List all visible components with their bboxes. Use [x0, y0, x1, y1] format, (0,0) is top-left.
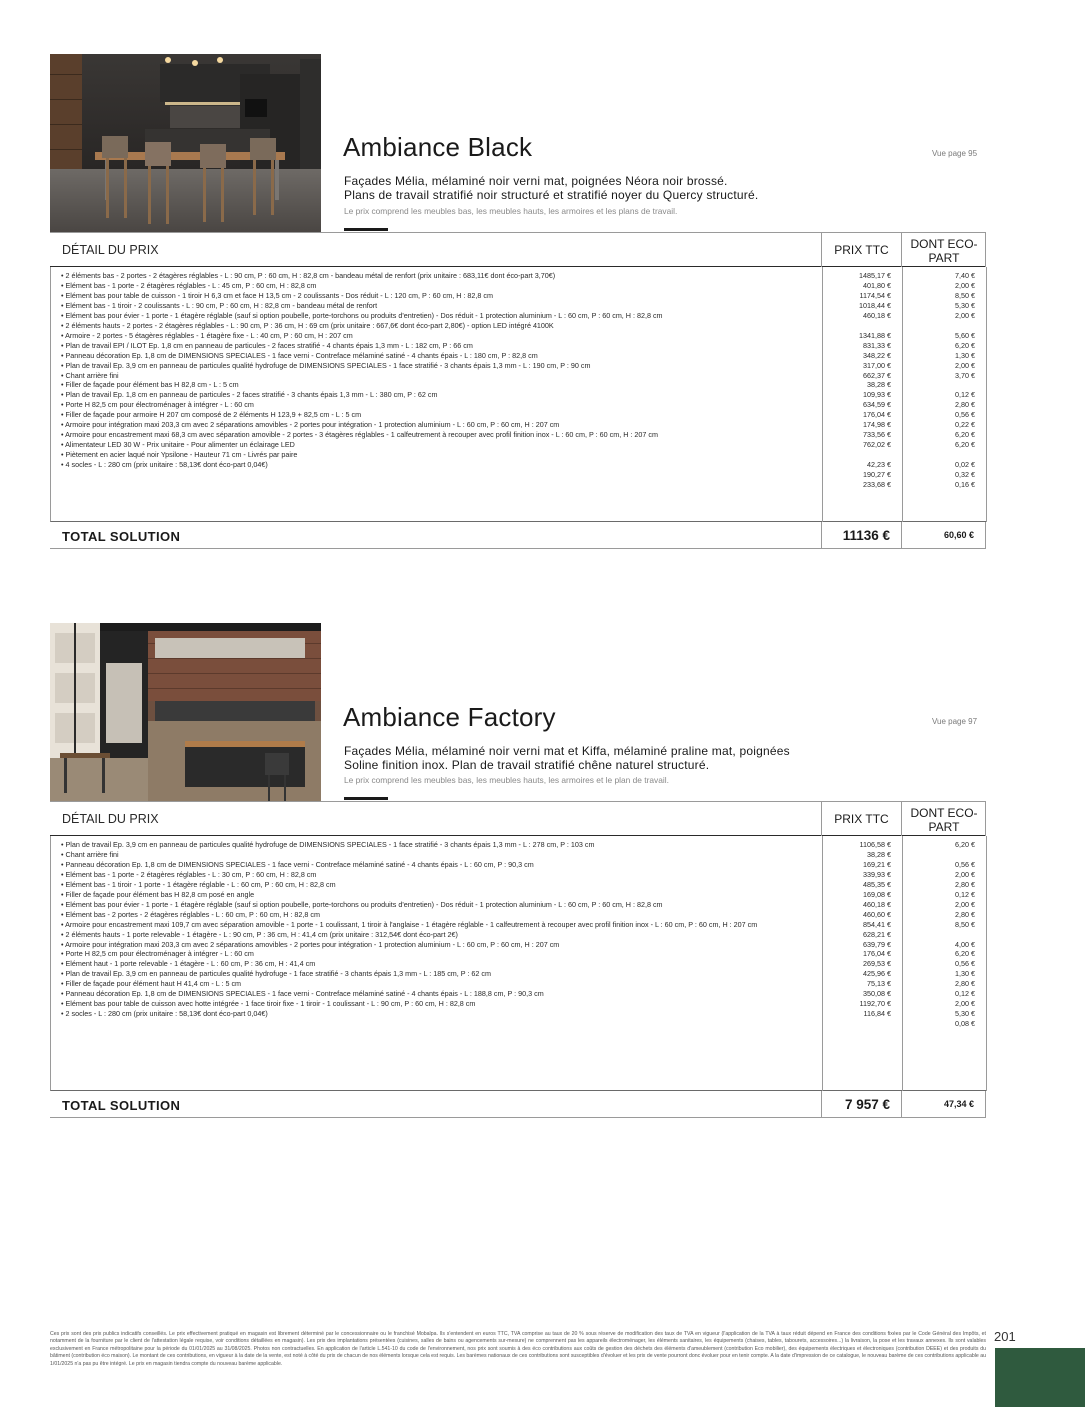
ambiance-title: Ambiance Factory — [343, 702, 556, 732]
column-divider — [985, 233, 986, 267]
eco-cell: 0,56 € — [955, 859, 975, 869]
table-row: • Plan de travail Ep. 3,9 cm en panneau de particules qualité hydrofuge de DIMENSIONS SPECIALES - 1 face stratifié - 3 chants épais 1,3 mm - L : 278 cm, P : 103 cm — [61, 840, 595, 849]
eco-cell: 2,80 € — [955, 909, 975, 919]
table-row: • 2 éléments hauts - 2 portes - 2 étagères réglables - L : 90 cm, P : 36 cm, H : 69 cm (prix unitaire : 667,6€ dont éco-part 2,80€) - option LED intégré 4100K — [61, 320, 554, 330]
price-table — [50, 232, 986, 549]
page-tab — [995, 1348, 1085, 1407]
price-cell: 233,68 € — [863, 480, 891, 490]
price-cell: 38,28 € — [867, 849, 891, 859]
eco-cell: 4,00 € — [955, 939, 975, 949]
price-cell: 634,59 € — [863, 400, 891, 410]
price-cell: 733,56 € — [863, 430, 891, 440]
accent-rule — [344, 797, 388, 800]
column-divider — [901, 233, 902, 267]
table-row: • Elément bas pour table de cuisson avec hotte intégrée - 1 face tiroir fixe - 1 tiroir - 1 coulissant - L : 90 cm, P : 60 cm, H : 82,8 cm — [61, 999, 476, 1009]
price-cell: 460,18 € — [863, 310, 891, 320]
price-cell: 42,23 € — [867, 460, 891, 470]
table-row: • 2 éléments hauts - 1 porte relevable - 1 étagère - L : 90 cm, P : 36 cm, H : 41,4 cm (prix unitaire : 312,54€ dont éco-part 2€) — [61, 929, 458, 939]
eco-column — [903, 271, 975, 490]
price-cell: 269,53 € — [863, 959, 891, 969]
item-list — [61, 271, 821, 470]
price-cell: 1174,54 € — [859, 290, 891, 300]
kitchen-photo-black — [50, 54, 321, 232]
eco-cell: 0,22 € — [955, 420, 975, 430]
price-column — [823, 271, 891, 490]
eco-cell: 0,12 € — [955, 889, 975, 899]
table-row: • Plan de travail Ep. 1,8 cm en panneau de particules - 2 faces stratifié - 3 chants épais 1,3 mm - L : 380 cm, P : 62 cm — [61, 390, 438, 400]
price-cell: 38,28 € — [867, 380, 891, 390]
column-divider — [821, 802, 822, 836]
eco-cell: 0,02 € — [955, 460, 975, 470]
eco-cell: 6,20 € — [955, 840, 975, 849]
price-cell: 460,18 € — [863, 899, 891, 909]
col-header-prix: PRIX TTC — [834, 812, 889, 826]
price-note: Le prix comprend les meubles bas, les meubles hauts, les armoires et les plans de travail. — [344, 206, 678, 216]
table-row: • Panneau décoration Ep. 1,8 cm de DIMENSIONS SPECIALES - 1 face verni - Contreface mélaminé satiné - 4 chants épais - L : 60 cm, P : 90,3 cm — [61, 859, 534, 869]
table-row: • Panneau décoration Ep. 1,8 cm de DIMENSIONS SPECIALES - 1 face verni - Contreface mélaminé satiné - 4 chants épais - L : 180 cm, P : 82,8 cm — [61, 350, 538, 360]
eco-cell: 3,70 € — [955, 370, 975, 380]
col-header-detail: DÉTAIL DU PRIX — [62, 812, 159, 826]
table-row: • 2 éléments bas - 2 portes - 2 étagères réglables - L : 90 cm, P : 60 cm, H : 82,8 cm - bandeau métal de renfort (prix unitaire : 683,11€ dont éco-part 3,70€) — [61, 271, 556, 280]
eco-cell: 2,00 € — [955, 999, 975, 1009]
total-row — [50, 1091, 986, 1118]
table-row: • Porte H 82,5 cm pour électroménager à intégrer - L : 60 cm — [61, 400, 254, 410]
price-cell: 662,37 € — [863, 370, 891, 380]
table-row: • 4 socles - L : 280 cm (prix unitaire : 58,13€ dont éco-part 0,04€) — [61, 460, 268, 470]
table-row: • Elément bas - 1 tiroir - 1 porte - 1 étagère réglable - L : 60 cm, P : 60 cm, H : 82,8 cm — [61, 879, 336, 889]
price-cell: 460,60 € — [863, 909, 891, 919]
price-cell: 425,96 € — [863, 969, 891, 979]
price-cell: 339,93 € — [863, 869, 891, 879]
eco-cell-spacer — [903, 930, 975, 940]
table-row: • Chant arrière fini — [61, 370, 119, 380]
table-row: • Elément bas pour évier - 1 porte - 1 étagère réglable (sauf si option poubelle, porte-torchons ou produits d'entretien) - Dos réduit - 1 protection aluminium - L : 60 cm, P : 60 cm, H : 82,8 cm — [61, 899, 663, 909]
table-row: • Armoire pour encastrement maxi 68,3 cm avec séparation amovible - 2 portes - 3 étagères réglables - 1 calfeutrement à recouper avec profil finition inox - L : 60 cm, P : 60 cm, H : 207 cm — [61, 430, 658, 440]
eco-cell-spacer — [903, 450, 975, 460]
total-label: TOTAL SOLUTION — [62, 529, 181, 544]
table-body — [50, 836, 986, 1091]
description-line: Façades Mélia, mélaminé noir verni mat et Kiffa, mélaminé praline mat, poignées — [344, 744, 790, 758]
table-row: • 2 socles - L : 280 cm (prix unitaire : 58,13€ dont éco-part 0,04€) — [61, 1009, 268, 1019]
price-cell: 1485,17 € — [859, 271, 891, 280]
total-eco: 60,60 € — [943, 530, 974, 540]
price-cell: 831,33 € — [863, 340, 891, 350]
price-cell: 628,21 € — [863, 929, 891, 939]
column-divider — [985, 522, 986, 549]
eco-cell: 2,80 € — [955, 879, 975, 889]
column-divider — [985, 1091, 986, 1118]
price-cell: 75,13 € — [867, 979, 891, 989]
table-row: • Filler de façade pour armoire H 207 cm composé de 2 éléments H 123,9 + 82,5 cm - L : 5 cm — [61, 410, 362, 420]
price-cell: 485,35 € — [863, 879, 891, 889]
description-line: Façades Mélia, mélaminé noir verni mat, poignées Néora noir brossé. — [344, 174, 728, 188]
table-row: • Porte H 82,5 cm pour électroménager à intégrer - L : 60 cm — [61, 949, 254, 959]
table-row: • Filler de façade pour élément bas H 82,8 cm - L : 5 cm — [61, 380, 239, 390]
table-row: • Alimentateur LED 30 W - Prix unitaire - Pour alimenter un éclairage LED — [61, 440, 295, 450]
price-cell: 350,08 € — [863, 989, 891, 999]
eco-cell: 6,20 € — [955, 440, 975, 450]
price-cell: 348,22 € — [863, 350, 891, 360]
column-divider — [901, 802, 902, 836]
table-body — [50, 267, 986, 522]
item-list — [61, 840, 821, 1019]
eco-cell: 6,20 € — [955, 430, 975, 440]
eco-cell: 0,32 € — [955, 470, 975, 480]
eco-cell — [903, 850, 975, 860]
price-cell: 190,27 € — [863, 470, 891, 480]
eco-cell: 6,20 € — [955, 340, 975, 350]
ambiance-description — [344, 174, 944, 202]
table-row: • Plan de travail Ep. 3,9 cm en panneau de particules qualité hydrofuge - 1 face stratifié - 3 chants épais 1,3 mm - L : 185 cm, P : 62 cm — [61, 969, 491, 979]
table-row: • Elément haut - 1 porte relevable - 1 étagère - L : 60 cm, P : 36 cm, H : 41,4 cm — [61, 959, 316, 969]
table-row: • Elément bas - 1 porte - 2 étagères réglables - L : 45 cm, P : 60 cm, H : 82,8 cm — [61, 280, 317, 290]
ambiance-description — [344, 744, 944, 772]
eco-cell: 0,12 € — [955, 989, 975, 999]
col-header-detail: DÉTAIL DU PRIX — [62, 243, 159, 257]
price-cell: 116,84 € — [863, 1009, 891, 1019]
table-row: • Filler de façade pour élément bas H 82,8 cm posé en angle — [61, 889, 255, 899]
total-label: TOTAL SOLUTION — [62, 1098, 181, 1113]
eco-cell: 0,16 € — [955, 480, 975, 490]
eco-cell: 7,40 € — [955, 271, 975, 280]
price-cell: 176,04 € — [863, 949, 891, 959]
eco-cell: 2,00 € — [955, 899, 975, 909]
column-divider — [986, 836, 987, 1091]
price-cell: 109,93 € — [863, 390, 891, 400]
table-row: • Elément bas - 2 portes - 2 étagères réglables - L : 60 cm, P : 60 cm, H : 82,8 cm — [61, 909, 320, 919]
eco-cell: 2,00 € — [955, 280, 975, 290]
table-row: • Plan de travail Ep. 3,9 cm en panneau de particules qualité hydrofuge de DIMENSIONS SPECIALES - 1 face stratifié - 3 chants épais 1,3 mm - L : 190 cm, P : 90 cm — [61, 360, 591, 370]
eco-cell: 2,00 € — [955, 310, 975, 320]
table-row: • Panneau décoration Ep. 1,8 cm de DIMENSIONS SPECIALES - 1 face verni - Contreface mélaminé satiné - 4 chants épais - L : 188,8 cm, P : 90,3 cm — [61, 989, 544, 999]
table-row: • Chant arrière fini — [61, 849, 119, 859]
table-row: • Plan de travail EPI / ILOT Ep. 1,8 cm en panneau de particules - 2 faces stratifié - 4 chants épais 1,3 mm - L : 182 cm, P : 66 cm — [61, 340, 473, 350]
kitchen-photo-factory — [50, 623, 321, 801]
table-row: • Piètement en acier laqué noir Ypsilone - Hauteur 71 cm - Livrés par paire — [61, 450, 298, 460]
total-price: 7 957 € — [844, 1097, 890, 1112]
col-header-eco: DONT ECO-PART — [910, 806, 978, 834]
price-cell: 1192,70 € — [859, 999, 891, 1009]
eco-column — [903, 840, 975, 1029]
description-line: Plans de travail stratifié noir structuré et stratifié noyer du Quercy structuré. — [344, 188, 759, 202]
price-cell: 1018,44 € — [859, 300, 891, 310]
total-price: 11136 € — [842, 528, 890, 543]
price-cell: 176,04 € — [863, 410, 891, 420]
eco-cell: 0,56 € — [955, 959, 975, 969]
eco-cell: 6,20 € — [955, 949, 975, 959]
column-divider — [985, 802, 986, 836]
price-cell: 639,79 € — [863, 939, 891, 949]
price-note: Le prix comprend les meubles bas, les meubles hauts, les armoires et le plan de travail. — [344, 775, 669, 785]
eco-cell: 1,30 € — [955, 969, 975, 979]
price-cell: 169,21 € — [863, 859, 891, 869]
price-cell-spacer — [823, 321, 891, 331]
table-row: • Armoire - 2 portes - 5 étagères réglables - 1 étagère fixe - L : 40 cm, P : 60 cm, H : 207 cm — [61, 330, 353, 340]
total-row — [50, 522, 986, 549]
eco-cell: 2,00 € — [955, 869, 975, 879]
price-column — [823, 840, 891, 1019]
table-row: • Filler de façade pour élément haut H 41,4 cm - L : 5 cm — [61, 979, 242, 989]
eco-cell: 0,08 € — [955, 1019, 975, 1029]
ambiance-title: Ambiance Black — [343, 132, 533, 162]
eco-cell: 5,60 € — [955, 330, 975, 340]
accent-rule — [344, 228, 388, 231]
eco-cell: 2,80 € — [955, 400, 975, 410]
column-divider — [986, 267, 987, 522]
table-row: • Armoire pour intégration maxi 203,3 cm avec 2 séparations amovibles - 2 portes pour intégration - 1 protection aluminium - L : 60 cm, P : 60 cm, H : 207 cm — [61, 420, 560, 430]
eco-cell: 2,80 € — [955, 979, 975, 989]
table-row: • Elément bas - 1 porte - 2 étagères réglables - L : 30 cm, P : 60 cm, H : 82,8 cm — [61, 869, 317, 879]
total-eco: 47,34 € — [943, 1099, 974, 1109]
eco-cell: 0,12 € — [955, 390, 975, 400]
table-row: • Armoire pour encastrement maxi 109,7 cm avec séparation amovible - 1 porte - 1 coulissant, 1 tiroir à l'anglaise - 1 étagère réglable - 1 calfeutrement à recouper avec profil finition inox - L : 60 cm, P : 60 cm, H : 207 cm — [61, 919, 758, 929]
price-cell-spacer — [823, 450, 891, 460]
price-table — [50, 801, 986, 1118]
col-header-prix: PRIX TTC — [834, 243, 889, 257]
column-divider — [821, 233, 822, 267]
description-line: Soline finition inox. Plan de travail stratifié chêne naturel structuré. — [344, 758, 710, 772]
price-cell: 762,02 € — [863, 440, 891, 450]
eco-cell: 8,50 € — [955, 919, 975, 929]
col-header-eco: DONT ECO-PART — [910, 237, 978, 265]
table-header — [50, 802, 986, 836]
eco-cell: 2,00 € — [955, 360, 975, 370]
vue-page-link[interactable]: Vue page 95 — [932, 149, 978, 158]
table-row: • Elément bas - 1 tiroir - 2 coulissants - L : 90 cm, P : 60 cm, H : 82,8 cm - bandeau métal de renfort — [61, 300, 378, 310]
table-row: • Elément bas pour table de cuisson - 1 tiroir H 6,3 cm et face H 13,5 cm - 2 coulissants - Dos réduit - L : 120 cm, P : 60 cm, H : 82,8 cm — [61, 290, 493, 300]
eco-cell-spacer — [903, 321, 975, 331]
price-cell: 169,08 € — [863, 889, 891, 899]
eco-cell: 0,56 € — [955, 410, 975, 420]
eco-cell: 8,50 € — [955, 290, 975, 300]
legal-notice: Ces prix sont des prix publics indicatifs conseillés. Le prix effectivement pratiqué en magasin est librement déterminé par le concessionnaire ou le franchisé Mobalpa. Ils s'entendent en euros TTC, TVA comprise au taux de 20 % sous réserve de modification des taux de TVA en vigueur (l'application de la TVA à taux réduit dépend en France des conditions fixées par le Code Général des Impôts, et notamment de la fourniture par le client de l'attestation légale requise, voir conditions détaillées en magasin). Les prix des implantations présentées (cuisines, salles de bains ou agencements sur-mesure) ne comprennent pas les appareils électroménager, les éléments sanitaires, les équipements (chaises, tables, tabourets, accessoires...) la livraison, la pose et les travaux annexes. Ils sont valables exclusivement en France métropolitaine pour la période du 01/01/2025 au 31/08/2025. Photos non contractuelles. En application de l'article L.541-10 du code de l'environnement, nos prix sont soumis à des éco contributions aux coûts de gestion des déchets des éléments d'ameublement (contribution Eco mobilier), des équipements électriques et électroniques (contribution DEEE) et des produits du bâtiment (contribution éco maison). Le montant de ces contributions, en vigueur à la date de la vente, est noté à côté du prix de chacun de nos éléments lorsque cela est requis. Les barèmes nationaux de ces contributions sont susceptibles d'évoluer et les prix de vente pourront donc évoluer pour en tenir compte. A la date d'impression de ce catalogue, le nouveau barème de ces contributions applicable au 1/01/2025 n'a pas pu être intégré. Le prix en magasin tiendra compte du nouveau barème applicable. — [50, 1331, 986, 1367]
table-header — [50, 233, 986, 267]
price-cell: 317,00 € — [863, 360, 891, 370]
eco-cell — [903, 380, 975, 390]
price-cell: 1341,88 € — [859, 330, 891, 340]
eco-cell: 5,30 € — [955, 1009, 975, 1019]
price-cell: 1106,58 € — [859, 840, 891, 849]
eco-cell: 1,30 € — [955, 350, 975, 360]
price-cell: 401,80 € — [863, 280, 891, 290]
eco-cell: 5,30 € — [955, 300, 975, 310]
table-row: • Armoire pour intégration maxi 203,3 cm avec 2 séparations amovibles - 2 portes pour intégration - 1 protection aluminium - L : 60 cm, P : 60 cm, H : 207 cm — [61, 939, 560, 949]
price-cell: 174,98 € — [863, 420, 891, 430]
price-cell: 854,41 € — [863, 919, 891, 929]
page-number: 201 — [994, 1329, 1016, 1344]
table-row: • Elément bas pour évier - 1 porte - 1 étagère réglable (sauf si option poubelle, porte-torchons ou produits d'entretien) - Dos réduit - 1 protection aluminium - L : 60 cm, P : 60 cm, H : 82,8 cm — [61, 310, 663, 320]
vue-page-link[interactable]: Vue page 97 — [932, 717, 978, 726]
